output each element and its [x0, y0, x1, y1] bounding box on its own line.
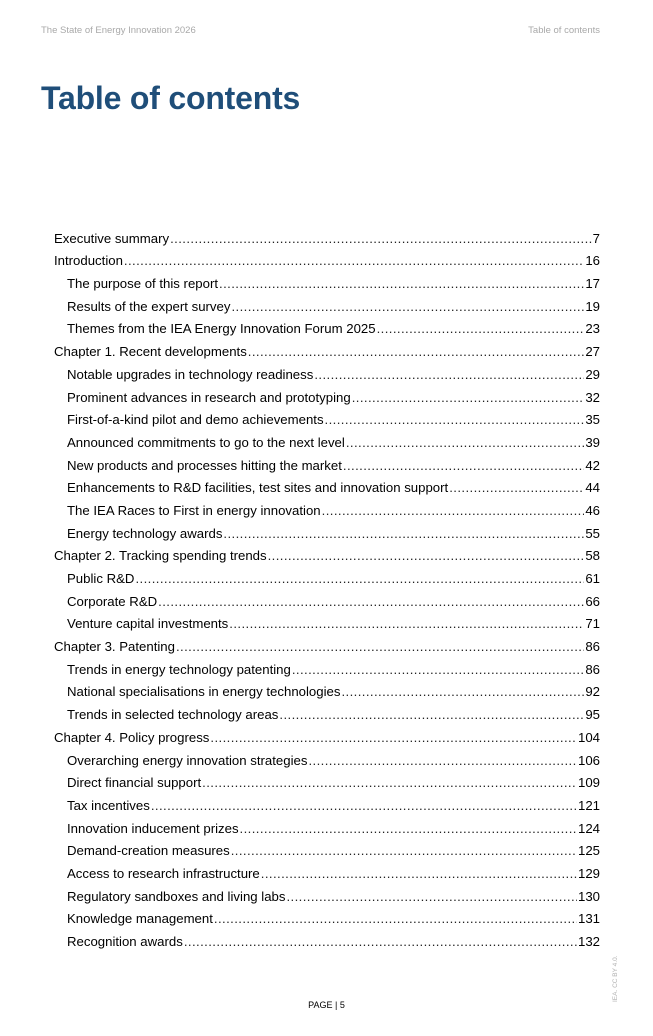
toc-entry-page: 58	[585, 548, 600, 564]
toc-entry-label: Chapter 4. Policy progress	[54, 729, 210, 745]
table-of-contents	[54, 223, 600, 949]
toc-subentry[interactable]	[54, 904, 600, 927]
toc-entry-label: Announced commitments to go to the next level	[67, 434, 345, 450]
toc-entry-page: 109	[577, 775, 600, 791]
license-note: IEA. CC BY 4.0.	[612, 955, 619, 1002]
toc-subentry[interactable]	[54, 495, 600, 518]
toc-subentry[interactable]	[54, 813, 600, 836]
toc-entry-label: The IEA Races to First in energy innovation	[67, 502, 321, 518]
toc-entry-page: 106	[577, 752, 600, 768]
dot-leader	[219, 276, 584, 291]
page-title: Table of contents	[41, 80, 301, 116]
toc-subentry[interactable]	[54, 858, 600, 881]
toc-entry-label: Results of the expert survey	[67, 298, 231, 314]
toc-entry-label: Overarching energy innovation strategies	[67, 752, 308, 768]
toc-entry-page: 131	[577, 911, 600, 927]
toc-subentry[interactable]	[54, 359, 600, 382]
dot-leader	[176, 639, 584, 654]
toc-subentry[interactable]	[54, 518, 600, 541]
toc-entry-page: 121	[577, 797, 600, 813]
toc-entry-label: Themes from the IEA Energy Innovation Forum 2025	[67, 321, 376, 337]
toc-entry-page: 19	[585, 298, 600, 314]
dot-leader	[261, 866, 577, 881]
toc-subentry[interactable]	[54, 314, 600, 337]
page-number: PAGE | 5	[308, 1000, 345, 1010]
dot-leader	[135, 571, 584, 586]
toc-entry-label: The purpose of this report	[67, 276, 219, 292]
toc-entry-page: 66	[585, 593, 600, 609]
toc-entry-page: 124	[577, 820, 600, 836]
toc-entry-label: Enhancements to R&D facilities, test sites and innovation support	[67, 480, 449, 496]
toc-entry-label: Tax incentives	[67, 797, 150, 813]
toc-entry-page: 129	[577, 865, 600, 881]
toc-subentry[interactable]	[54, 881, 600, 904]
dot-leader	[279, 707, 584, 722]
dot-leader	[214, 911, 577, 926]
dot-leader	[184, 934, 577, 949]
toc-subentry[interactable]	[54, 790, 600, 813]
toc-entry[interactable]	[54, 246, 600, 269]
toc-subentry[interactable]	[54, 405, 600, 428]
dot-leader	[377, 321, 585, 336]
toc-entry-label: National specialisations in energy technologies	[67, 684, 341, 700]
toc-entry-label: Trends in energy technology patenting	[67, 661, 291, 677]
toc-subentry[interactable]	[54, 677, 600, 700]
toc-entry-page: 86	[585, 639, 600, 655]
toc-entry-page: 95	[585, 707, 600, 723]
toc-entry[interactable]	[54, 336, 600, 359]
toc-entry-label: Direct financial support	[67, 775, 202, 791]
toc-entry-label: Innovation inducement prizes	[67, 820, 239, 836]
dot-leader	[343, 458, 584, 473]
toc-subentry[interactable]	[54, 654, 600, 677]
toc-entry[interactable]	[54, 722, 600, 745]
toc-subentry[interactable]	[54, 563, 600, 586]
running-header-title: The State of Energy Innovation 2026	[41, 25, 196, 36]
toc-entry[interactable]	[54, 541, 600, 564]
dot-leader	[231, 843, 577, 858]
toc-subentry[interactable]	[54, 382, 600, 405]
toc-entry-label: First-of-a-kind pilot and demo achievements	[67, 412, 324, 428]
toc-entry-page: 39	[585, 434, 600, 450]
toc-entry-label: Public R&D	[67, 571, 135, 586]
toc-entry-page: 23	[585, 321, 600, 337]
toc-entry-page: 32	[585, 389, 600, 405]
dot-leader	[341, 684, 584, 699]
toc-entry-page: 71	[585, 616, 600, 632]
toc-entry-label: Knowledge management	[67, 911, 213, 927]
dot-leader	[202, 775, 577, 790]
toc-subentry[interactable]	[54, 699, 600, 722]
toc-subentry[interactable]	[54, 745, 600, 768]
dot-leader	[223, 526, 584, 541]
dot-leader	[210, 730, 577, 745]
running-header-section: Table of contents	[528, 25, 600, 36]
toc-entry-page: 61	[585, 571, 600, 586]
toc-entry-label: Introduction	[54, 253, 123, 269]
toc-entry-page: 104	[577, 729, 600, 745]
toc-entry-page: 35	[585, 412, 600, 428]
toc-entry-page: 86	[585, 661, 600, 677]
toc-entry-label: Demand-creation measures	[67, 843, 230, 859]
toc-entry-label: Chapter 1. Recent developments	[54, 344, 247, 360]
toc-entry-label: Venture capital investments	[67, 616, 229, 632]
dot-leader	[229, 616, 584, 631]
dot-leader	[352, 390, 585, 405]
toc-entry[interactable]	[54, 223, 600, 246]
toc-subentry[interactable]	[54, 836, 600, 859]
toc-entry-page: 16	[585, 253, 600, 269]
toc-entry-label: Chapter 3. Patenting	[54, 639, 175, 655]
toc-entry-page: 29	[585, 366, 600, 382]
dot-leader	[346, 435, 585, 450]
toc-entry-page: 92	[585, 684, 600, 700]
dot-leader	[292, 662, 584, 677]
toc-subentry[interactable]	[54, 291, 600, 314]
dot-leader	[322, 503, 585, 518]
toc-entry-label: Trends in selected technology areas	[67, 707, 279, 723]
toc-subentry[interactable]	[54, 768, 600, 791]
dot-leader	[314, 367, 584, 382]
toc-entry-label: Regulatory sandboxes and living labs	[67, 888, 286, 904]
dot-leader	[151, 798, 577, 813]
toc-entry-page: 130	[577, 888, 600, 904]
dot-leader	[449, 480, 584, 495]
toc-entry-page: 17	[585, 276, 600, 292]
toc-subentry[interactable]	[54, 427, 600, 450]
toc-subentry[interactable]	[54, 926, 600, 949]
toc-subentry[interactable]	[54, 473, 600, 496]
toc-entry-page: 132	[577, 934, 600, 949]
dot-leader	[286, 889, 577, 904]
toc-entry[interactable]	[54, 631, 600, 654]
toc-subentry[interactable]	[54, 268, 600, 291]
toc-entry-page: 7	[592, 230, 600, 246]
toc-entry-label: Energy technology awards	[67, 525, 223, 541]
toc-subentry[interactable]	[54, 450, 600, 473]
toc-entry-label: Recognition awards	[67, 934, 183, 949]
toc-entry-label: Prominent advances in research and prototyping	[67, 389, 351, 405]
toc-entry-label: Chapter 2. Tracking spending trends	[54, 548, 267, 564]
dot-leader	[158, 594, 584, 609]
toc-entry-page: 46	[585, 502, 600, 518]
toc-subentry[interactable]	[54, 609, 600, 632]
dot-leader	[124, 253, 584, 268]
toc-entry-page: 125	[577, 843, 600, 859]
dot-leader	[170, 231, 592, 246]
toc-entry-label: Corporate R&D	[67, 593, 158, 609]
dot-leader	[268, 548, 585, 563]
toc-entry-page: 44	[585, 480, 600, 496]
toc-entry-label: Notable upgrades in technology readiness	[67, 366, 314, 382]
toc-subentry[interactable]	[54, 586, 600, 609]
dot-leader	[240, 821, 577, 836]
dot-leader	[308, 753, 577, 768]
dot-leader	[231, 299, 584, 314]
toc-entry-page: 27	[585, 344, 600, 360]
toc-entry-label: New products and processes hitting the market	[67, 457, 342, 473]
toc-entry-page: 42	[585, 457, 600, 473]
toc-entry-page: 55	[585, 525, 600, 541]
toc-entry-label: Executive summary	[54, 230, 170, 246]
toc-entry-label: Access to research infrastructure	[67, 865, 260, 881]
dot-leader	[248, 344, 585, 359]
dot-leader	[325, 412, 585, 427]
